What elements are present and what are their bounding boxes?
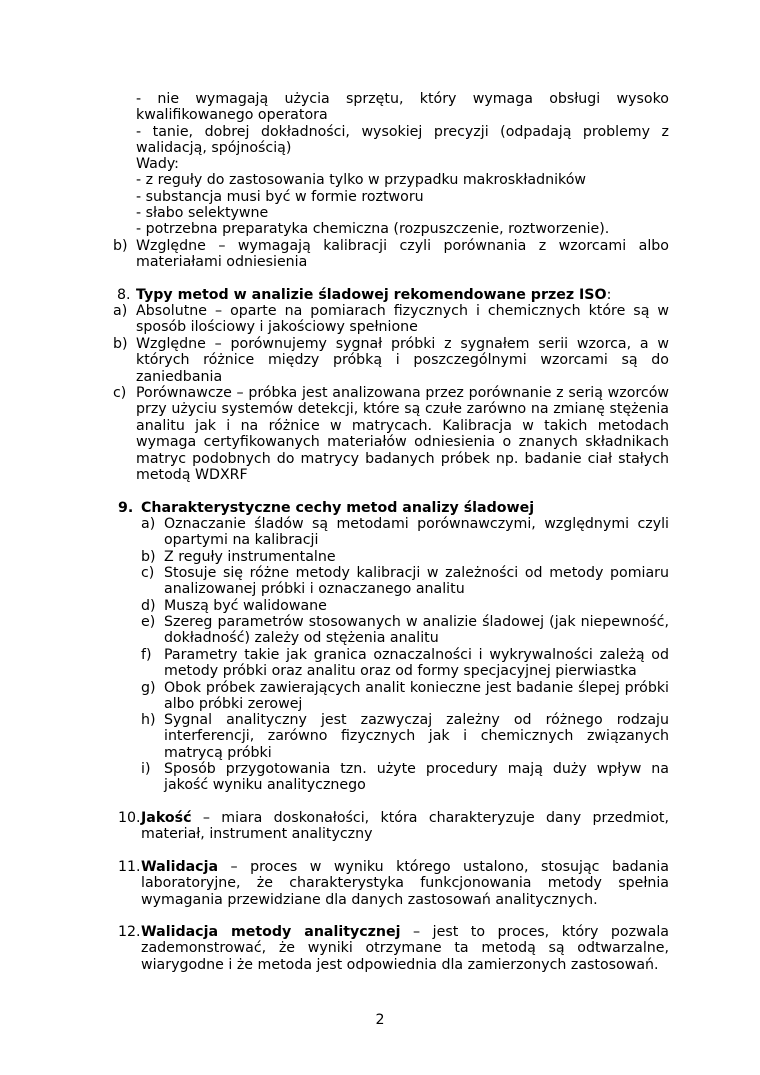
definition: – miara doskonałości, która charakteryzuje dany przedmiot, materiał, instrument analityczny xyxy=(141,810,669,843)
section-number: 10. xyxy=(118,810,141,826)
item-marker: i) xyxy=(141,761,151,777)
item-text: Z reguły instrumentalne xyxy=(164,549,336,565)
section-number: 8. xyxy=(117,287,131,303)
item-text: Sygnal analityczny jest zazwyczaj zależny od różnego rodzaju interferencji, zarówno fizycznych jak i chemicznych związanych matrycą próbki xyxy=(164,712,669,761)
item-text: Sposób przygotowania tzn. użyte procedury mają duży wpływ na jakość wyniku analitycznego xyxy=(164,761,669,794)
term: Walidacja xyxy=(141,859,219,875)
title-colon: : xyxy=(606,287,612,303)
page-number: 2 xyxy=(375,1012,385,1028)
drawback-4: - potrzebna preparatyka chemiczna (rozpuszczenie, roztworzenie). xyxy=(136,221,610,237)
item-text: Oznaczanie śladów są metodami porównawczymi, względnymi czyli opartymi na kalibracji xyxy=(164,516,669,549)
section-number: 11. xyxy=(118,859,141,875)
drawbacks-heading: Wady: xyxy=(136,156,179,172)
item-marker: e) xyxy=(141,614,156,630)
item-marker: b) xyxy=(113,238,128,254)
term: Walidacja metody analitycznej xyxy=(141,924,401,940)
item-marker: f) xyxy=(141,647,152,663)
definition: – proces w wyniku którego ustalono, stosując badania laboratoryjne, że charakterystyka funkcjonowania metody spełnia wymagania przewidziane dla danych zastosowań analitycznych. xyxy=(141,859,669,908)
item-marker: h) xyxy=(141,712,156,728)
item-text: Obok próbek zawierających analit konieczne jest badanie ślepej próbki albo próbki zerowej xyxy=(164,680,669,713)
section-title: Typy metod w analizie śladowej rekomendowane przez ISO xyxy=(136,287,607,303)
item-marker: b) xyxy=(113,336,128,352)
drawback-2: - substancja musi być w formie roztworu xyxy=(136,189,424,205)
item-text: Względne – porównujemy sygnał próbki z sygnałem serii wzorca, a w których różnice między próbką i poszczególnymi wzorcami są do zaniedbania xyxy=(136,336,669,385)
advantages-line-2: - tanie, dobrej dokładności, wysokiej precyzji (odpadają problemy z walidacją, spójnością) xyxy=(136,124,669,157)
section-number: 12. xyxy=(118,924,141,940)
item-marker: c) xyxy=(113,385,127,401)
drawback-3: - słabo selektywne xyxy=(136,205,269,221)
definition: – jest to proces, który pozwala zademonstrować, że wyniki otrzymane ta metodą są odtwarzalne, wiarygodne i że metoda jest odpowiednia dla zamierzonych zastosowań. xyxy=(141,924,669,973)
item-text: Muszą być walidowane xyxy=(164,598,327,614)
item-marker: a) xyxy=(141,516,156,532)
item-text: Porównawcze – próbka jest analizowana przez porównanie z serią wzorców przy użyciu systemów detekcji, które są czułe zarówno na zmianę stężenia analitu jak i na różnice w matrycach. Kalibracja w takich metodach wymaga certyfikowanych materiałów odniesienia o znanych składnikach matryc podobnych do matrycy badanych próbek np. badanie ciał stałych metodą WDXRF xyxy=(136,385,669,484)
item-marker: c) xyxy=(141,565,155,581)
item-marker: d) xyxy=(141,598,156,614)
item-text: Parametry takie jak granica oznaczalności i wykrywalności zależą od metody próbki oraz analitu oraz od formy specjacyjnej pierwiastka xyxy=(164,647,669,680)
section-number: 9. xyxy=(118,500,134,516)
item-marker: g) xyxy=(141,680,156,696)
advantages-line-1: - nie wymagają użycia sprzętu, który wymaga obsługi wysoko kwalifikowanego operatora xyxy=(136,91,669,124)
item-marker: a) xyxy=(113,303,128,319)
item-text: Stosuje się różne metody kalibracji w zależności od metody pomiaru analizowanej próbki i oznaczanego analitu xyxy=(164,565,669,598)
item-marker: b) xyxy=(141,549,156,565)
section-title: Charakterystyczne cechy metod analizy śladowej xyxy=(141,500,535,516)
drawback-1: - z reguły do zastosowania tylko w przypadku makroskładników xyxy=(136,172,587,188)
item-text: Względne – wymagają kalibracji czyli porównania z wzorcami albo materiałami odniesienia xyxy=(136,238,669,271)
item-text: Absolutne – oparte na pomiarach fizycznych i chemicznych które są w sposób ilościowy i jakościowy spełnione xyxy=(136,303,669,336)
term: Jakość xyxy=(141,810,192,826)
item-text: Szereg parametrów stosowanych w analizie śladowej (jak niepewność, dokładność) zależy od stężenia analitu xyxy=(164,614,669,647)
